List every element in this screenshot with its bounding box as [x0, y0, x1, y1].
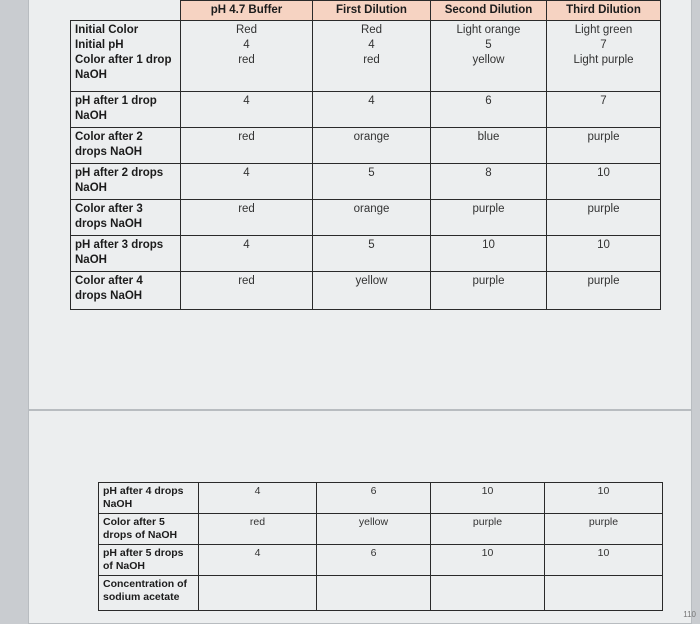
- table-row: [71, 164, 661, 200]
- table-cell: [545, 576, 663, 611]
- cell-value: Light green: [574, 24, 633, 36]
- corner-text: 110: [683, 610, 696, 619]
- table-cell: red: [181, 272, 313, 310]
- table-cell: [317, 576, 431, 611]
- table-cell: purple: [431, 272, 547, 310]
- table-row: [71, 200, 661, 236]
- table-cell: yellow: [313, 272, 431, 310]
- table-row: [71, 236, 661, 272]
- row-label-group: [71, 21, 181, 92]
- table-cell: blue: [431, 128, 547, 164]
- table-cell: purple: [547, 128, 661, 164]
- table-cell: 4: [181, 236, 313, 272]
- table-cell: 4: [181, 92, 313, 128]
- row-label: Initial Color: [75, 24, 139, 36]
- table-cell: yellow: [317, 514, 431, 545]
- cell-value: 4: [368, 39, 375, 51]
- cell-value: 4: [243, 39, 250, 51]
- table-cell: 10: [545, 483, 663, 514]
- row-label: pH after 1 drop NaOH: [71, 92, 181, 128]
- table-cell: orange: [313, 128, 431, 164]
- column-header: Third Dilution: [547, 1, 661, 21]
- corner-cell: [71, 1, 181, 21]
- table-cell: purple: [547, 200, 661, 236]
- table-cell: [313, 21, 431, 92]
- table-cell: 5: [313, 236, 431, 272]
- table-cell: 5: [313, 164, 431, 200]
- row-label: Color after 5 drops of NaOH: [99, 514, 199, 545]
- table-cell: [547, 21, 661, 92]
- table-cell: red: [181, 200, 313, 236]
- table-cell: 6: [317, 483, 431, 514]
- row-label: Color after 3 drops NaOH: [71, 200, 181, 236]
- table-row: [71, 92, 661, 128]
- table-cell: 10: [545, 545, 663, 576]
- table-row: [71, 128, 661, 164]
- table-cell: 4: [199, 545, 317, 576]
- table-cell: 10: [547, 236, 661, 272]
- table-cell: 4: [199, 483, 317, 514]
- table-cell: purple: [431, 200, 547, 236]
- table-row: [99, 483, 663, 514]
- table-cell: purple: [545, 514, 663, 545]
- table-cell: red: [181, 128, 313, 164]
- table-cell: [181, 21, 313, 92]
- cell-value: Red: [235, 24, 258, 36]
- table-cell: [431, 21, 547, 92]
- results-table-2: [98, 482, 663, 611]
- table-cell: 10: [431, 545, 545, 576]
- cell-value: yellow: [472, 54, 505, 66]
- table-cell: 4: [181, 164, 313, 200]
- cell-value: Red: [360, 24, 383, 36]
- cell-value: 7: [600, 39, 607, 51]
- table-cell: [431, 576, 545, 611]
- row-label: pH after 2 drops NaOH: [71, 164, 181, 200]
- table-row: [99, 514, 663, 545]
- cell-value: red: [238, 54, 255, 66]
- row-label: Color after 4 drops NaOH: [71, 272, 181, 310]
- table-cell: [199, 576, 317, 611]
- column-header: First Dilution: [313, 1, 431, 21]
- row-label: pH after 3 drops NaOH: [71, 236, 181, 272]
- table-cell: 10: [547, 164, 661, 200]
- table-cell: 10: [431, 483, 545, 514]
- cell-value: Light orange: [456, 24, 521, 36]
- table-row: [99, 576, 663, 611]
- row-label: Initial pH: [75, 39, 124, 51]
- row-label: pH after 4 drops NaOH: [99, 483, 199, 514]
- table-cell: red: [199, 514, 317, 545]
- table-cell: purple: [431, 514, 545, 545]
- row-label: Color after 2 drops NaOH: [71, 128, 181, 164]
- column-header: pH 4.7 Buffer: [181, 1, 313, 21]
- row-label: Color after 1 drop NaOH: [75, 54, 172, 81]
- table-cell: 10: [431, 236, 547, 272]
- cell-value: red: [363, 54, 380, 66]
- column-header: Second Dilution: [431, 1, 547, 21]
- results-table-1: [70, 0, 661, 310]
- table-cell: 4: [313, 92, 431, 128]
- cell-value: Light purple: [573, 54, 634, 66]
- table-cell: 6: [431, 92, 547, 128]
- table-row: [71, 272, 661, 310]
- table-cell: purple: [547, 272, 661, 310]
- table-row: [71, 21, 661, 92]
- cell-value: 5: [485, 39, 492, 51]
- row-label: pH after 5 drops of NaOH: [99, 545, 199, 576]
- table-cell: orange: [313, 200, 431, 236]
- table-cell: 7: [547, 92, 661, 128]
- table-cell: 8: [431, 164, 547, 200]
- table-row: [99, 545, 663, 576]
- row-label: Concentration of sodium acetate: [99, 576, 199, 611]
- table-cell: 6: [317, 545, 431, 576]
